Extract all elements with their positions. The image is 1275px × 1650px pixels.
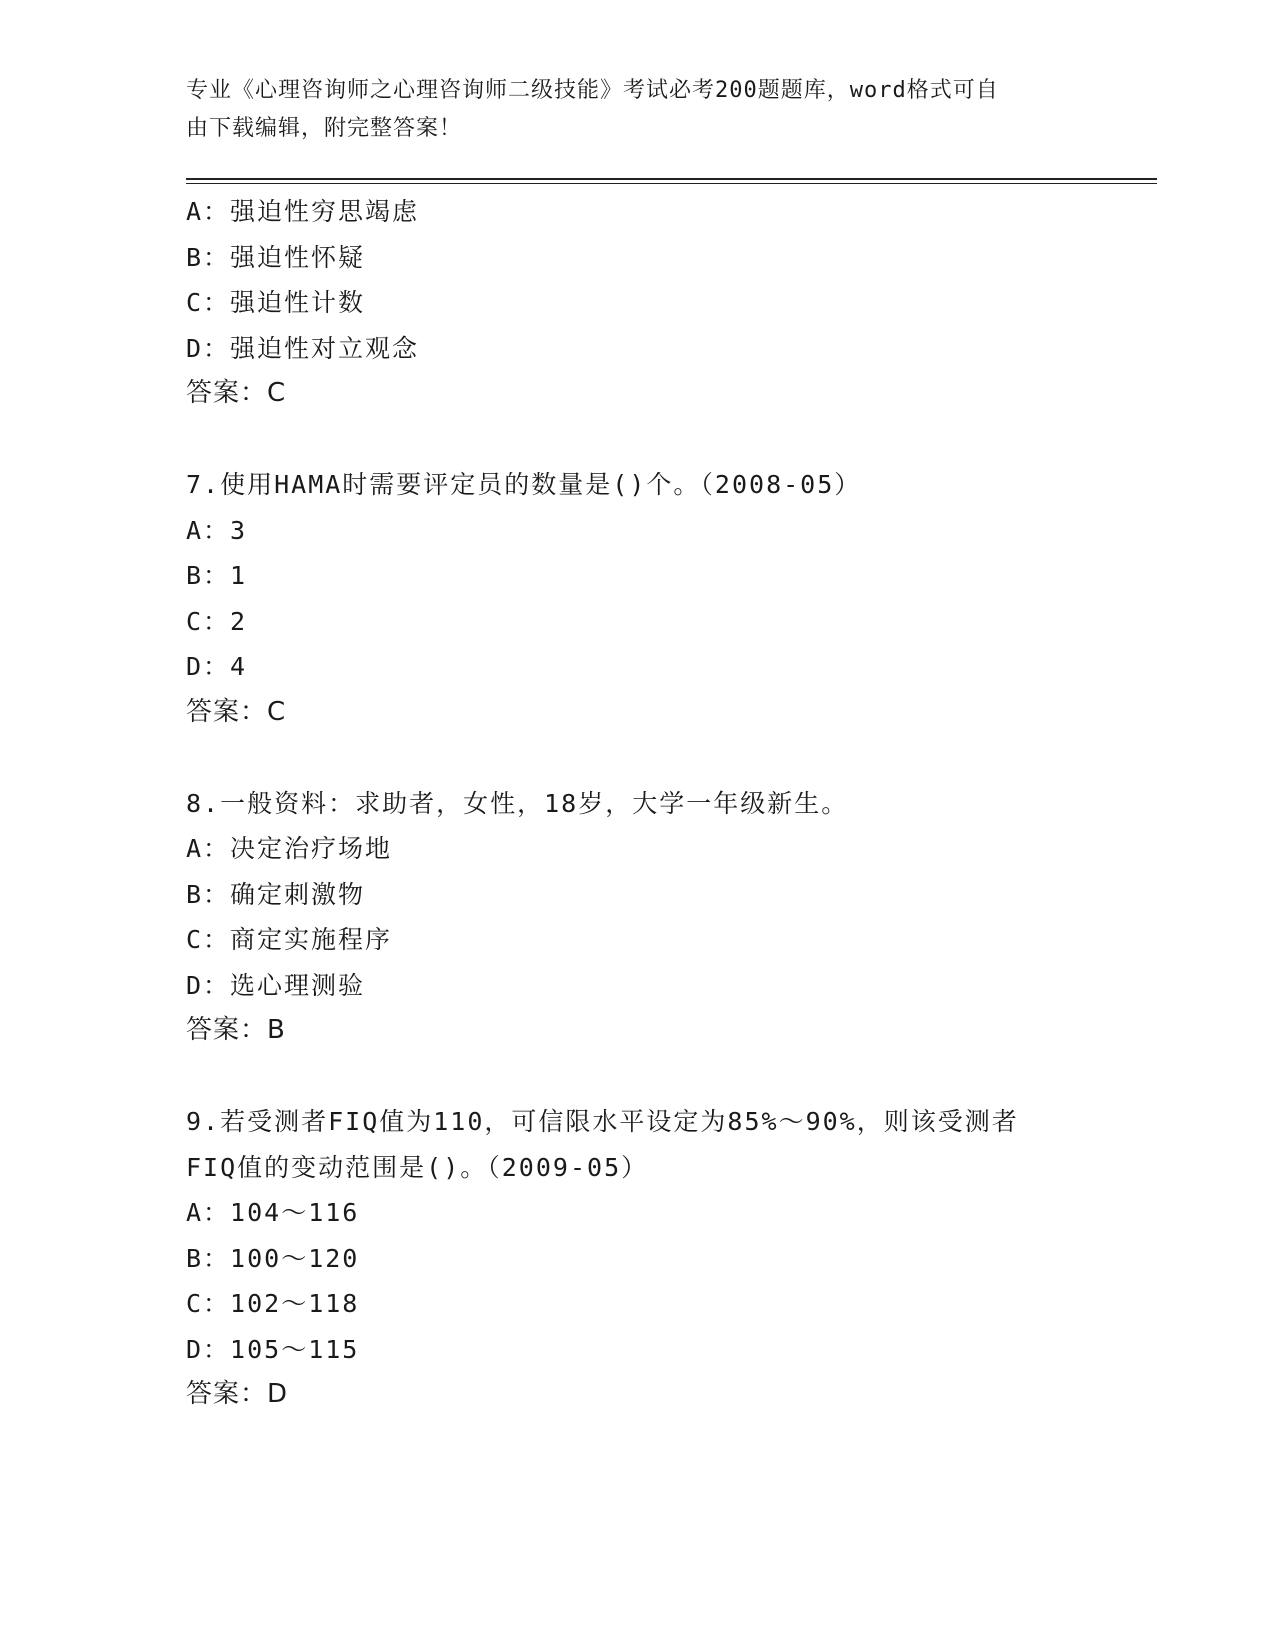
option-c: C：强迫性计数 xyxy=(186,288,366,317)
option-b: B：强迫性怀疑 xyxy=(186,242,366,272)
option-b: B：确定刺激物 xyxy=(186,879,366,909)
option-a: A：决定治疗场地 xyxy=(186,834,393,863)
option-c: C：2 xyxy=(186,606,248,636)
option-d: D：强迫性对立观念 xyxy=(186,333,420,363)
answer-line: 答案：C xyxy=(186,378,287,408)
question-text: 7.使用HAMA时需要评定员的数量是()个。（2008-05） xyxy=(186,470,862,499)
question-block xyxy=(186,781,1086,1054)
header-line-2: 由下载编辑，附完整答案！ xyxy=(186,116,463,141)
option-c: C：102～118 xyxy=(186,1289,360,1318)
answer-line: 答案：D xyxy=(186,1379,289,1409)
document-header xyxy=(186,72,1086,148)
header-rule-thick xyxy=(186,178,1157,180)
option-d: D：105～115 xyxy=(186,1334,360,1364)
option-d: D：4 xyxy=(186,652,248,681)
header-line-1: 专业《心理咨询师之心理咨询师二级技能》考试必考200题题库，word格式可自 xyxy=(186,78,999,103)
header-rule-thin xyxy=(186,183,1157,184)
question-block xyxy=(186,1099,1086,1418)
option-d: D：选心理测验 xyxy=(186,970,366,1000)
question-block xyxy=(186,189,1086,417)
question-text-continued: FIQ值的变动范围是()。（2009-05） xyxy=(186,1152,649,1182)
answer-line: 答案：B xyxy=(186,1015,286,1045)
spacer xyxy=(186,417,1086,463)
option-b: B：1 xyxy=(186,561,248,590)
answer-line: 答案：C xyxy=(186,696,287,727)
option-a: A：强迫性穷思竭虑 xyxy=(186,197,420,226)
question-text: 8.一般资料：求助者，女性，18岁，大学一年级新生。 xyxy=(186,788,849,818)
option-a: A：3 xyxy=(186,515,248,545)
question-text: 9.若受测者FIQ值为110，可信限水平设定为85%～90%，则该受测者 xyxy=(186,1107,1019,1136)
question-list xyxy=(186,189,1086,1418)
question-block xyxy=(186,462,1086,735)
spacer xyxy=(186,735,1086,781)
option-b: B：100～120 xyxy=(186,1243,360,1273)
option-a: A：104～116 xyxy=(186,1198,360,1227)
option-c: C：商定实施程序 xyxy=(186,925,393,954)
spacer xyxy=(186,1054,1086,1100)
